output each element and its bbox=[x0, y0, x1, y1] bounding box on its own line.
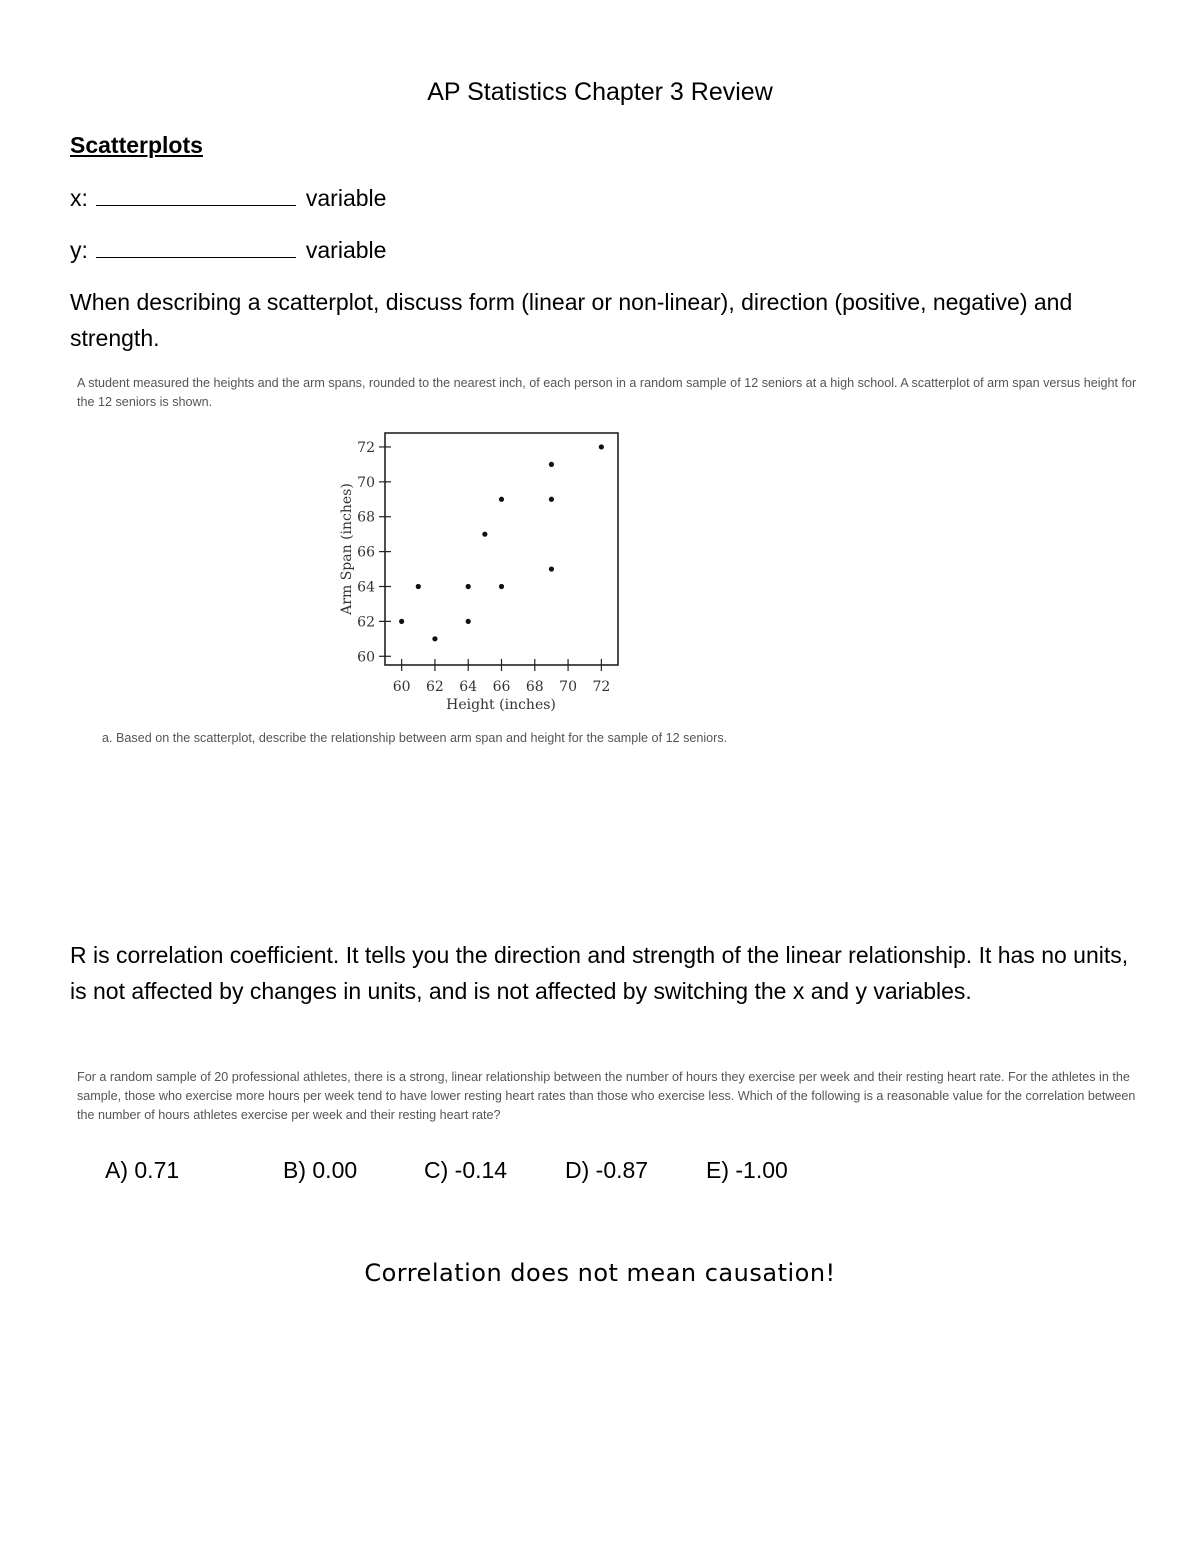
y-tick-label: 62 bbox=[357, 614, 375, 631]
y-axis-label: Arm Span (inches) bbox=[339, 483, 355, 615]
problem2-prompt: For a random sample of 20 professional athletes, there is a strong, linear relationship between the number of hours they exercise per week and their resting heart rate. For the athletes in the sample, those who exercise more hours per week tend to have lower resting heart rates than those who exercise less. Which of the following is a reasonable value for the correlation between the number of hours athletes exercise per week and their resting heart rate? bbox=[77, 1070, 1136, 1122]
problem1-prompt: A student measured the heights and the arm spans, rounded to the nearest inch, of each person in a random sample of 12 seniors at a high school. A scatterplot of arm span versus height for the 12 seniors is shown. bbox=[77, 376, 1137, 409]
choice-b: B) 0.00 bbox=[283, 1157, 358, 1183]
y-tick-label: 68 bbox=[357, 509, 375, 526]
plot-frame bbox=[385, 433, 618, 665]
choice-c: C) -0.14 bbox=[424, 1157, 508, 1183]
scatterplot-description-note: When describing a scatterplot, discuss form (linear or non-linear), direction (positive, negative) and strength. bbox=[70, 289, 1073, 351]
choice-e: E) -1.00 bbox=[706, 1157, 788, 1183]
section-heading-scatterplots: Scatterplots bbox=[70, 132, 203, 158]
problem1-question-a: a. Based on the scatterplot, describe the relationship between arm span and height for the sample of 12 seniors. bbox=[102, 731, 728, 745]
data-point bbox=[599, 444, 604, 449]
x-tick-label: 68 bbox=[525, 679, 544, 695]
data-point bbox=[416, 584, 421, 589]
x-variable-label: variable bbox=[305, 185, 387, 211]
data-point bbox=[432, 636, 437, 641]
scatterplot-chart bbox=[330, 425, 640, 720]
choice-d: D) -0.87 bbox=[565, 1157, 649, 1183]
y-variable-line bbox=[70, 233, 386, 267]
y-tick-label: 64 bbox=[357, 579, 375, 596]
data-point bbox=[466, 584, 471, 589]
y-tick-label: 72 bbox=[357, 439, 375, 456]
data-point bbox=[549, 462, 554, 467]
data-point bbox=[399, 619, 404, 624]
choice-a: A) 0.71 bbox=[105, 1157, 180, 1183]
correlation-definition: R is correlation coefficient. It tells you the direction and strength of the linear relationship. It has no units, is not affected by changes in units, and is not affected by switching the x and y variables. bbox=[70, 942, 1129, 1004]
y-tick-label: 70 bbox=[357, 474, 375, 491]
x-tick-label: 64 bbox=[459, 679, 478, 695]
data-point bbox=[549, 497, 554, 502]
x-axis-label: Height (inches) bbox=[446, 697, 556, 713]
x-tick-label: 60 bbox=[392, 679, 411, 695]
closing-statement: Correlation does not mean causation! bbox=[364, 1259, 836, 1287]
data-point bbox=[466, 619, 471, 624]
x-variable-line bbox=[70, 181, 386, 215]
data-point bbox=[499, 584, 504, 589]
data-point bbox=[482, 532, 487, 537]
x-tick-label: 70 bbox=[559, 679, 577, 695]
x-fill-blank bbox=[96, 183, 296, 206]
y-tick-label: 60 bbox=[357, 649, 375, 666]
y-tick-label: 66 bbox=[357, 544, 375, 561]
y-prefix: y: bbox=[70, 237, 88, 263]
y-fill-blank bbox=[96, 235, 296, 258]
x-tick-label: 66 bbox=[492, 679, 511, 695]
data-point bbox=[499, 497, 504, 502]
chart-layer bbox=[357, 440, 610, 695]
x-tick-label: 72 bbox=[592, 679, 611, 695]
y-variable-label: variable bbox=[305, 237, 387, 263]
page-title: AP Statistics Chapter 3 Review bbox=[427, 78, 773, 106]
data-point bbox=[549, 566, 554, 571]
x-prefix: x: bbox=[70, 185, 88, 211]
x-tick-label: 62 bbox=[426, 679, 444, 695]
